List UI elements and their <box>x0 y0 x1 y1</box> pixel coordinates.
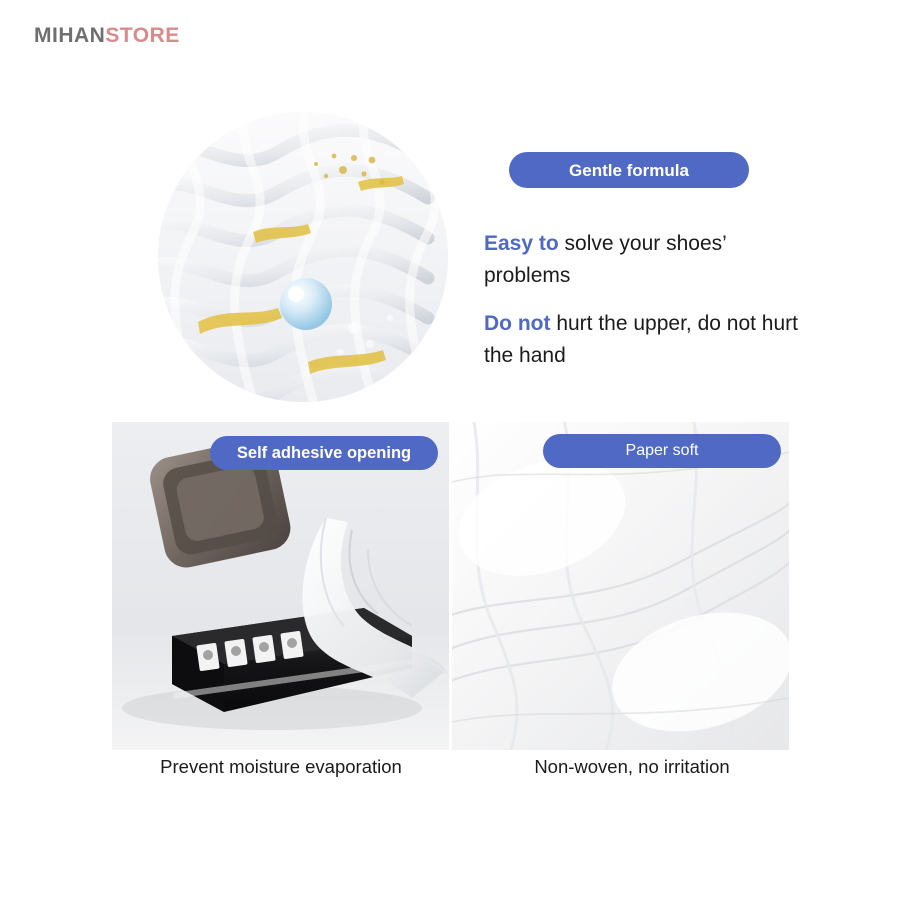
panel-image-wipes-pack <box>112 422 449 750</box>
brand-logo-part2: STORE <box>105 24 180 47</box>
caption-non-woven-no-irritation: Non-woven, no irritation <box>534 756 730 777</box>
feature-text-easy-to-rest: solve your shoes’ problems <box>484 232 727 287</box>
feature-text-easy-to <box>484 228 804 291</box>
brand-logo <box>34 24 180 48</box>
badge-gentle-formula: Gentle formula <box>509 152 749 188</box>
badge-paper-soft: Paper soft <box>543 434 781 468</box>
hero-circle-image <box>158 112 448 402</box>
panel-image-nonwoven-fabric <box>452 422 789 750</box>
feature-text-do-not <box>484 308 804 371</box>
caption-prevent-moisture-evaporation: Prevent moisture evaporation <box>160 756 402 777</box>
brand-logo-part1: MIHAN <box>34 24 106 47</box>
feature-text-do-not-rest: hurt the upper, do not hurt the hand <box>484 312 798 367</box>
feature-text-do-not-accent: Do not <box>484 312 551 335</box>
feature-text-easy-to-accent: Easy to <box>484 232 559 255</box>
badge-self-adhesive-opening: Self adhesive opening <box>210 436 438 470</box>
